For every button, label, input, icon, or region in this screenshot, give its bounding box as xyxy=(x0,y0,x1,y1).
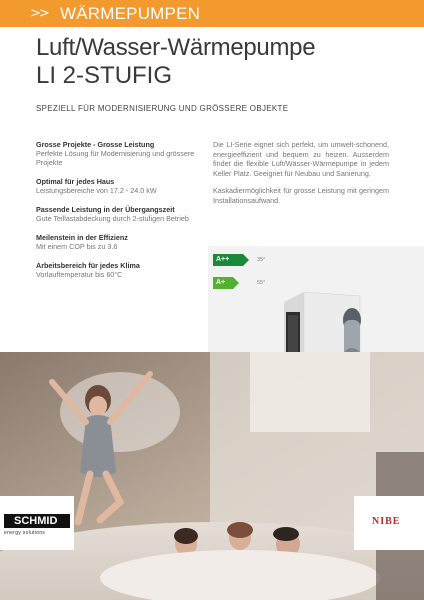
page-title: Luft/Wasser-Wärmepumpe xyxy=(36,34,316,61)
feature-item xyxy=(36,177,196,195)
feature-text: Perfekte Lösung für Modernisierung und grössere Projekte xyxy=(36,149,195,167)
energy-row xyxy=(213,254,265,266)
nibe-logo xyxy=(354,496,424,550)
description xyxy=(213,140,389,214)
feature-text: Vorlauftemperatur bis 60°C xyxy=(36,270,123,279)
description-paragraph: Kaskadiermöglichkeit für grosse Leistung mit geringem Installationsaufwand. xyxy=(213,186,389,205)
feature-heading: Grosse Projekte - Grosse Leistung xyxy=(36,140,155,149)
feature-item xyxy=(36,261,196,279)
header-banner xyxy=(0,0,424,27)
feature-item xyxy=(36,140,196,167)
schmid-logo-tagline: energy solutions xyxy=(4,530,46,536)
energy-class-badge: A++ xyxy=(213,254,243,266)
feature-text: Leistungsbereiche von 17.2 - 24.0 kW xyxy=(36,186,157,195)
chevron-icon: >> xyxy=(30,6,48,21)
energy-row xyxy=(213,277,265,289)
feature-heading: Passende Leistung in der Übergangszeit xyxy=(36,205,175,214)
section-heading: SPEZIELL FÜR MODERNISIERUNG UND GRÖSSERE OBJEKTE xyxy=(36,104,289,113)
energy-temperature: 35° xyxy=(257,257,266,263)
feature-list xyxy=(36,140,196,289)
page-subtitle-model: LI 2-STUFIG xyxy=(36,62,173,89)
schmid-logo xyxy=(0,496,74,550)
schmid-logo-word: SCHMID xyxy=(14,515,58,527)
feature-item xyxy=(36,233,196,251)
feature-heading: Optimal für jedes Haus xyxy=(36,177,115,186)
feature-text: Gute Teillastabdeckung durch 2-stufigen Betrieb xyxy=(36,214,189,223)
energy-temperature: 55° xyxy=(257,280,266,286)
feature-item xyxy=(36,205,196,223)
energy-class-badge: A+ xyxy=(213,277,233,289)
feature-heading: Meilenstein in der Effizienz xyxy=(36,233,128,242)
energy-labels xyxy=(213,254,265,300)
nibe-logo-word: NIBE xyxy=(372,516,401,527)
banner-label: WÄRMEPUMPEN xyxy=(60,4,201,23)
family-photo xyxy=(0,352,424,600)
description-paragraph: Die LI-Serie eignet sich perfekt, um umwelt-schonend, energieeffizient und bequem zu heizen. Ausserdem findet die flexible Luft/Wässer-Wärmepumpe in jedem Keller Platz. Geeignet für Neubau und Sanierung. xyxy=(213,140,389,178)
feature-heading: Arbeitsbereich für jedes Klima xyxy=(36,261,140,270)
feature-text: Mit einem COP bis zu 3.6 xyxy=(36,242,118,251)
